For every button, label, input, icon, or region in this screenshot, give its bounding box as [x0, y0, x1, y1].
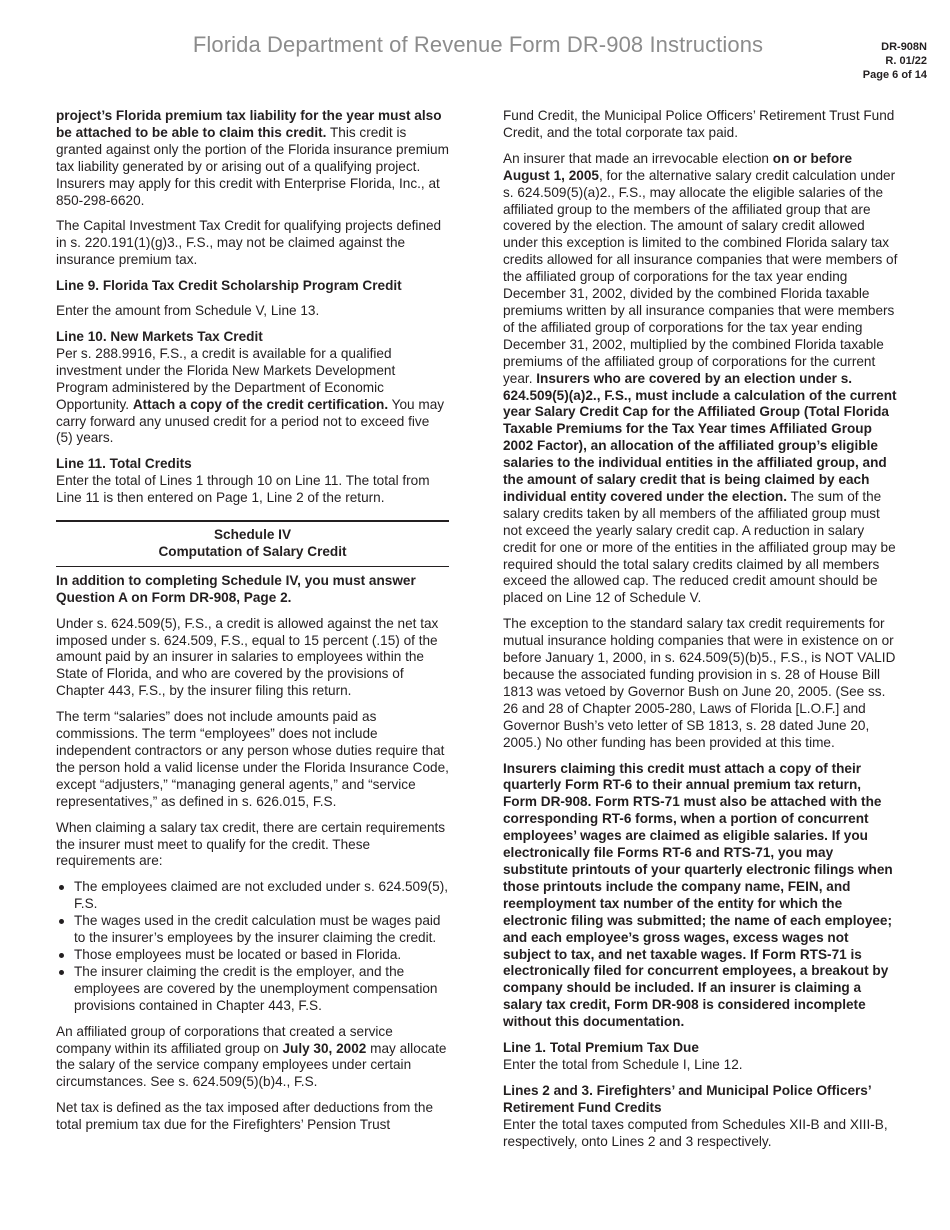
paragraph-project-liability: project’s Florida premium tax liability for the year must also be attached to be able to claim this credit. This credit is granted against only the portion of the Florida insurance premium tax liability generated by or arising out of a qualifying project. Insurers may apply for this credit with Enterprise Florida, Inc., at 850-298-6620. [56, 108, 449, 208]
paragraph-mutual-exception: The exception to the standard salary tax credit requirements for mutual insurance holding companies that were in existence on or before January 1, 2000, in s. 624.509(5)(b)5., F.S., is NOT VALID because the associated funding provision in s. 28 of House Bill 1813 was vetoed by Governor Bush on June 20, 2005. (See ss. 26 and 28 of Chapter 2005-280, Laws of Florida [L.O.F.] and Governor Bush’s veto letter of SB 1813, s. 28 dated June 20, 2005.) No other funding has been provided at this time. [503, 616, 896, 750]
form-identifier [863, 40, 927, 82]
text-line-11: Enter the total of Lines 1 through 10 on Line 11. The total from Line 11 is then entered on Page 1, Line 2 of the return. [56, 473, 430, 506]
list-item: The insurer claiming the credit is the employer, and the employees are covered by the unemployment compensation provisions contained in Chapter 443, F.S. [56, 964, 449, 1015]
heading-line-1: Line 1. Total Premium Tax Due [503, 1040, 699, 1056]
paragraph-affiliated-group: An affiliated group of corporations that created a service company within its affiliated group on July 30, 2002 may allocate the salary of the service company employees under certain circumstances. See s. 624.509(5)(b)4., F.S. [56, 1023, 447, 1090]
form-revision: R. 01/22 [885, 55, 927, 67]
heading-line-9: Line 9. Florida Tax Credit Scholarship Program Credit [56, 278, 402, 294]
page-number: Page 6 of 14 [862, 69, 927, 81]
list-item: The employees claimed are not excluded under s. 624.509(5), F.S. [56, 879, 449, 913]
schedule-iv-title: Schedule IV Computation of Salary Credit [158, 527, 347, 559]
schedule-bottom-rule [56, 566, 449, 567]
text-line-1: Enter the total from Schedule I, Line 12. [503, 1056, 743, 1072]
paragraph-claiming-requirements: When claiming a salary tax credit, there are certain requirements the insurer must meet to qualify for the credit. These requirements are: [56, 819, 446, 869]
paragraph-net-tax: Net tax is defined as the tax imposed after deductions from the total premium tax due for the Firefighters’ Pension Trust [56, 1100, 434, 1133]
requirements-list [56, 879, 449, 1014]
page-title: Florida Department of Revenue Form DR-908 Instructions [192, 32, 764, 57]
paragraph-attachment-requirements: Insurers claiming this credit must attach a copy of their quarterly Form RT-6 to their annual premium tax return, Form DR-908. Form RTS-71 must also be attached with the corresponding RT-6 forms, when a portion of concurrent employees’ wages are claimed as eligible salaries. If you electronically file Forms RT-6 and RTS-71, you may substitute printouts of your quarterly electronic filings when those printouts include the company name, FEIN, and reemployment tax number of the entity for which the electronic filing was submitted; the name of each employee; and each employee’s gross wages, excess wages not subject to tax, and net taxable wages. If Form RTS-71 is electronically filed for concurrent employees, a breakout by company should be included. If an insurer is claiming a salary tax credit, Form DR-908 is considered incomplete without this documentation. [503, 760, 893, 1030]
schedule-instruction-bold: In addition to completing Schedule IV, you must answer Question A on Form DR-908, Page 2. [56, 572, 416, 605]
text-lines-2-3: Enter the total taxes computed from Schedules XII-B and XIII-B, respectively, onto Lines 2 and 3 respectively. [503, 1116, 888, 1149]
paragraph-salaries-definition: The term “salaries” does not include amounts paid as commissions. The term “employees” does not include independent contractors or any person whose duties require that the person hold a valid license under the Florida Insurance Code, except “adjusters,” “managing general agents,” and “service representatives,” as defined in s. 626.015, F.S. [56, 709, 449, 809]
heading-line-11: Line 11. Total Credits [56, 456, 192, 472]
heading-line-10: Line 10. New Markets Tax Credit [56, 328, 263, 344]
heading-lines-2-3: Lines 2 and 3. Firefighters’ and Municipal Police Officers’ Retirement Fund Credits [503, 1082, 871, 1115]
left-column [56, 108, 449, 1143]
text-line-9: Enter the amount from Schedule V, Line 13. [56, 303, 320, 319]
form-number: DR-908N [881, 41, 927, 53]
list-item: The wages used in the credit calculation must be wages paid to the insurer’s employees by the insurer claiming the credit. [56, 913, 449, 947]
list-item: Those employees must be located or based in Florida. [56, 947, 449, 964]
paragraph-capital-investment: The Capital Investment Tax Credit for qualifying projects defined in s. 220.191(1)(g)3., F.S., may not be claimed against the insurance premium tax. [56, 218, 442, 268]
paragraph-fund-credit-continued: Fund Credit, the Municipal Police Officers’ Retirement Trust Fund Credit, and the total corporate tax paid. [503, 108, 895, 140]
paragraph-under-statute: Under s. 624.509(5), F.S., a credit is allowed against the net tax imposed under s. 624.509, F.S., equal to 15 percent (.15) of the amount paid by an insurer in salaries to employees within the State of Florida, and who are covered by the provisions of Chapter 443, F.S., by the insurer filing this return. [56, 615, 439, 699]
paragraph-irrevocable-election: An insurer that made an irrevocable election on or before August 1, 2005, for the alternative salary credit calculation under s. 624.509(5)(a)2., F.S., may allocate the eligible salaries of the affiliated group to the members of the affiliated group that are covered by the election. The amount of salary credit allowed under this exception is limited to the combined Florida salary tax credits allowed for all insurance companies that were members of the affiliated group of corporations for the tax year ending December 31, 2002, divided by the combined Florida taxable premiums written by all insurance companies that were members of the affiliated group of corporations for the tax year ending December 31, 2002, multiplied by the combined Florida taxable premiums of the affiliated group of corporations for the current year. Insurers who are covered by an election under s. 624.509(5)(a)2., F.S., must include a calculation of the current year Salary Credit Cap for the Affiliated Group (Total Florida Taxable Premiums for the Tax Year times Affiliated Group 2002 Factor), an allocation of the affiliated group’s eligible salaries to the individual entities in the affiliated group, and the amount of salary credit that is being claimed by each individual entity covered under the election. The sum of the salary credits taken by all members of the affiliated group must not exceed the yearly salary credit cap. A reduction in salary credit for one or more of the entities in the affiliated group may be required should the total salary credits claimed by all members exceed the allowed cap. The reduced credit amount should be placed on Line 12 of Schedule V. [503, 150, 898, 606]
right-column [503, 108, 898, 1159]
text-line-10: Per s. 288.9916, F.S., a credit is available for a qualified investment under the Florida New Markets Development Program administered by the Department of Economic Opportunity. Attach a copy of the credit certification. You may carry forward any unused credit for a period not to exceed five (5) years. [56, 345, 445, 446]
